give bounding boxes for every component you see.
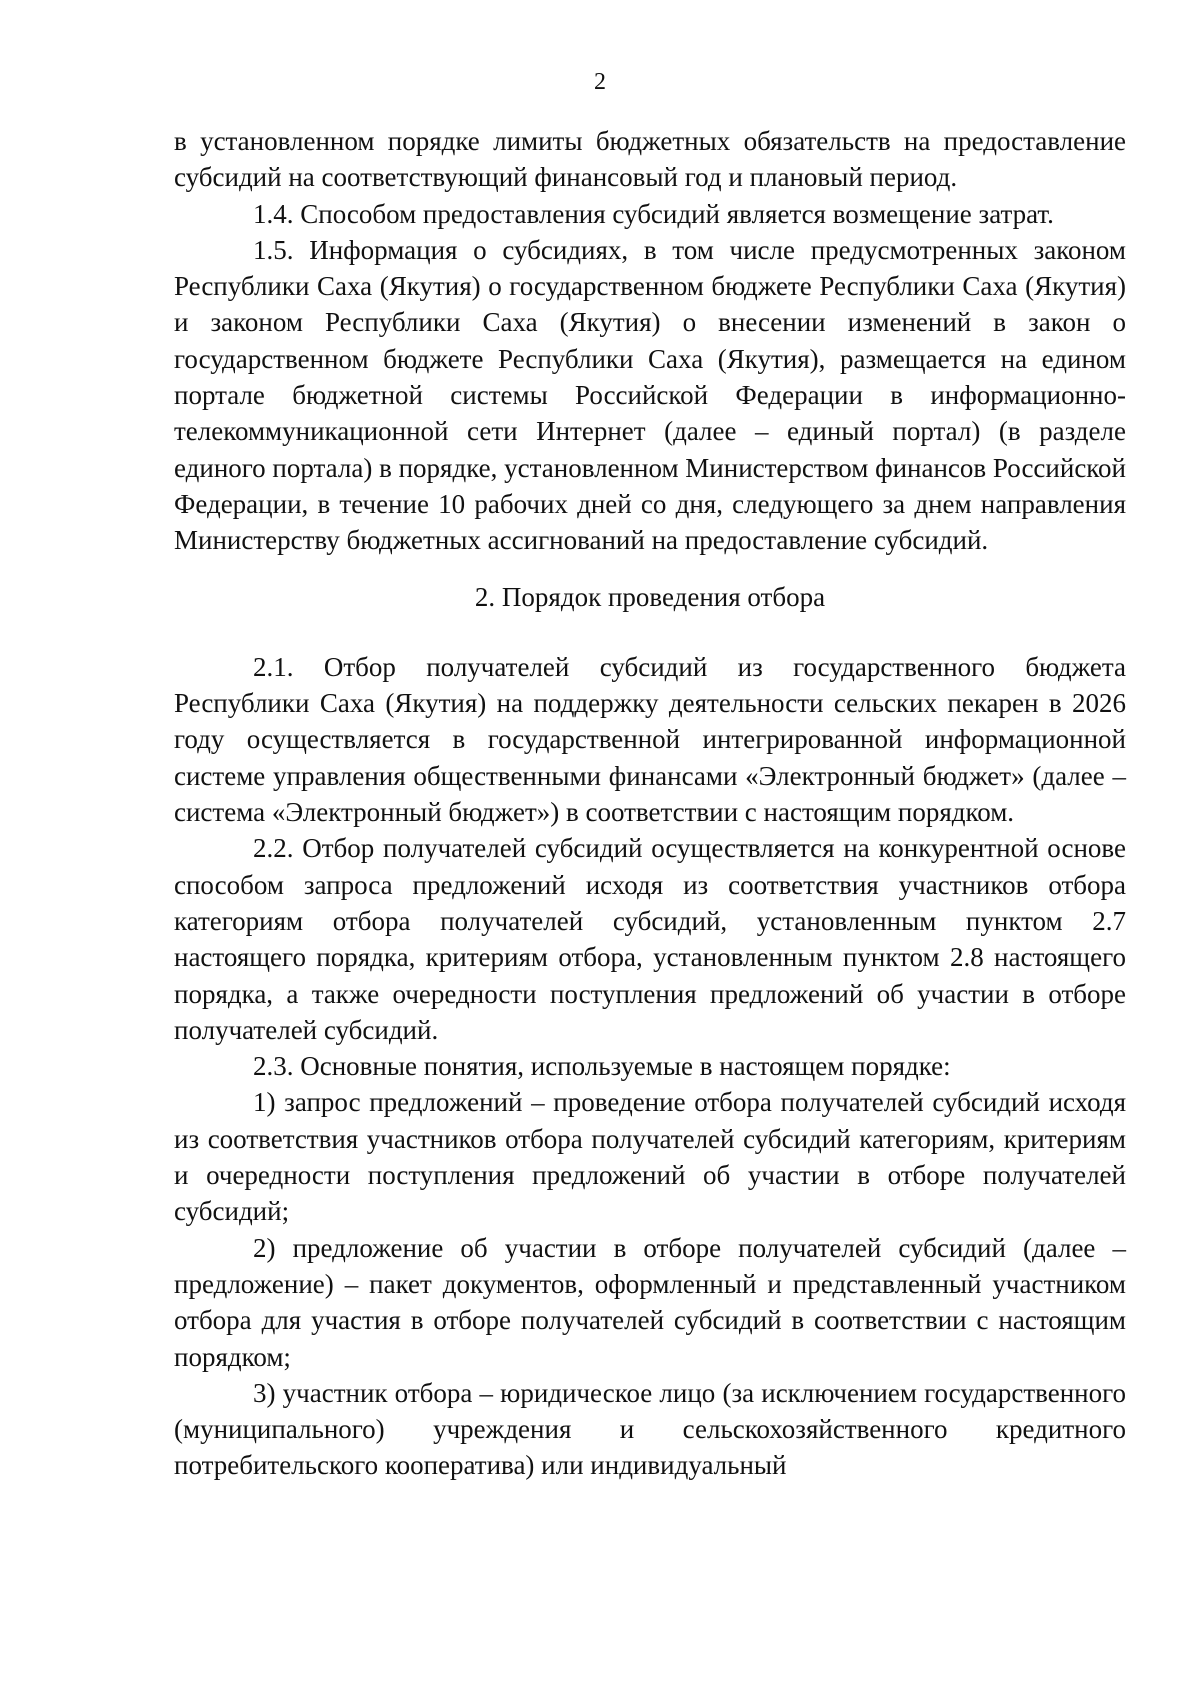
list-item-3: 3) участник отбора – юридическое лицо (за исключением государственного (муниципального) учреждения и сельскохозяйственного кредитного потребительского кооператива) или индивидуальный (174, 1377, 1126, 1481)
paragraph-1-5: 1.5. Информация о субсидиях, в том числе предусмотренных законом Республики Саха (Якутия) о государственном бюджете Республики Саха (Якутия) и законом Республики Саха (Якутия) о внесении изменений в закон о государственном бюджете Республики Саха (Якутия), размещается на едином портале бюджетной системы Российской Федерации в информационно-телекоммуникационной сети Интернет (далее – единый портал) (в разделе единого портала) в порядке, установленном Министерством финансов Российской Федерации, в течение 10 рабочих дней со дня, следующего за днем направления Министерству бюджетных ассигнований на предоставление субсидий. (174, 234, 1126, 556)
page-number: 2 (594, 69, 606, 95)
paragraph-1-4: 1.4. Способом предоставления субсидий является возмещение затрат. (253, 198, 1054, 229)
list-item-2: 2) предложение об участии в отборе получателей субсидий (далее – предложение) – пакет документов, оформленный и представленный участником отбора для участия в отборе получателей субсидий в соответствии с настоящим порядком; (174, 1232, 1126, 1372)
paragraph-2-1: 2.1. Отбор получателей субсидий из государственного бюджета Республики Саха (Якутия) на поддержку деятельности сельских пекарен в 2026 году осуществляется в государственной интегрированной информационной системе управления общественными финансами «Электронный бюджет» (далее – система «Электронный бюджет») в соответствии с настоящим порядком. (174, 651, 1126, 828)
list-item-1: 1) запрос предложений – проведение отбора получателей субсидий исходя из соответствия участников отбора получателей субсидий категориям, критериям и очередности поступления предложений об участии в отборе получателей субсидий; (174, 1087, 1126, 1227)
paragraph-limits-continuation: в установленном порядке лимиты бюджетных обязательств на предоставление субсидий на соответствующий финансовый год и плановый период. (174, 126, 1126, 193)
paragraph-2-3: 2.3. Основные понятия, используемые в настоящем порядке: (253, 1051, 951, 1082)
paragraph-2-2: 2.2. Отбор получателей субсидий осуществляется на конкурентной основе способом запроса предложений исходя из соответствия участников отбора категориям отбора получателей субсидий, установленным пунктом 2.7 настоящего порядка, критериям отбора, установленным пунктом 2.8 настоящего порядка, а также очередности поступления предложений об участии в отборе получателей субсидий. (174, 833, 1126, 1045)
section-heading: 2. Порядок проведения отбора (474, 581, 826, 612)
document-body (174, 123, 1126, 1484)
